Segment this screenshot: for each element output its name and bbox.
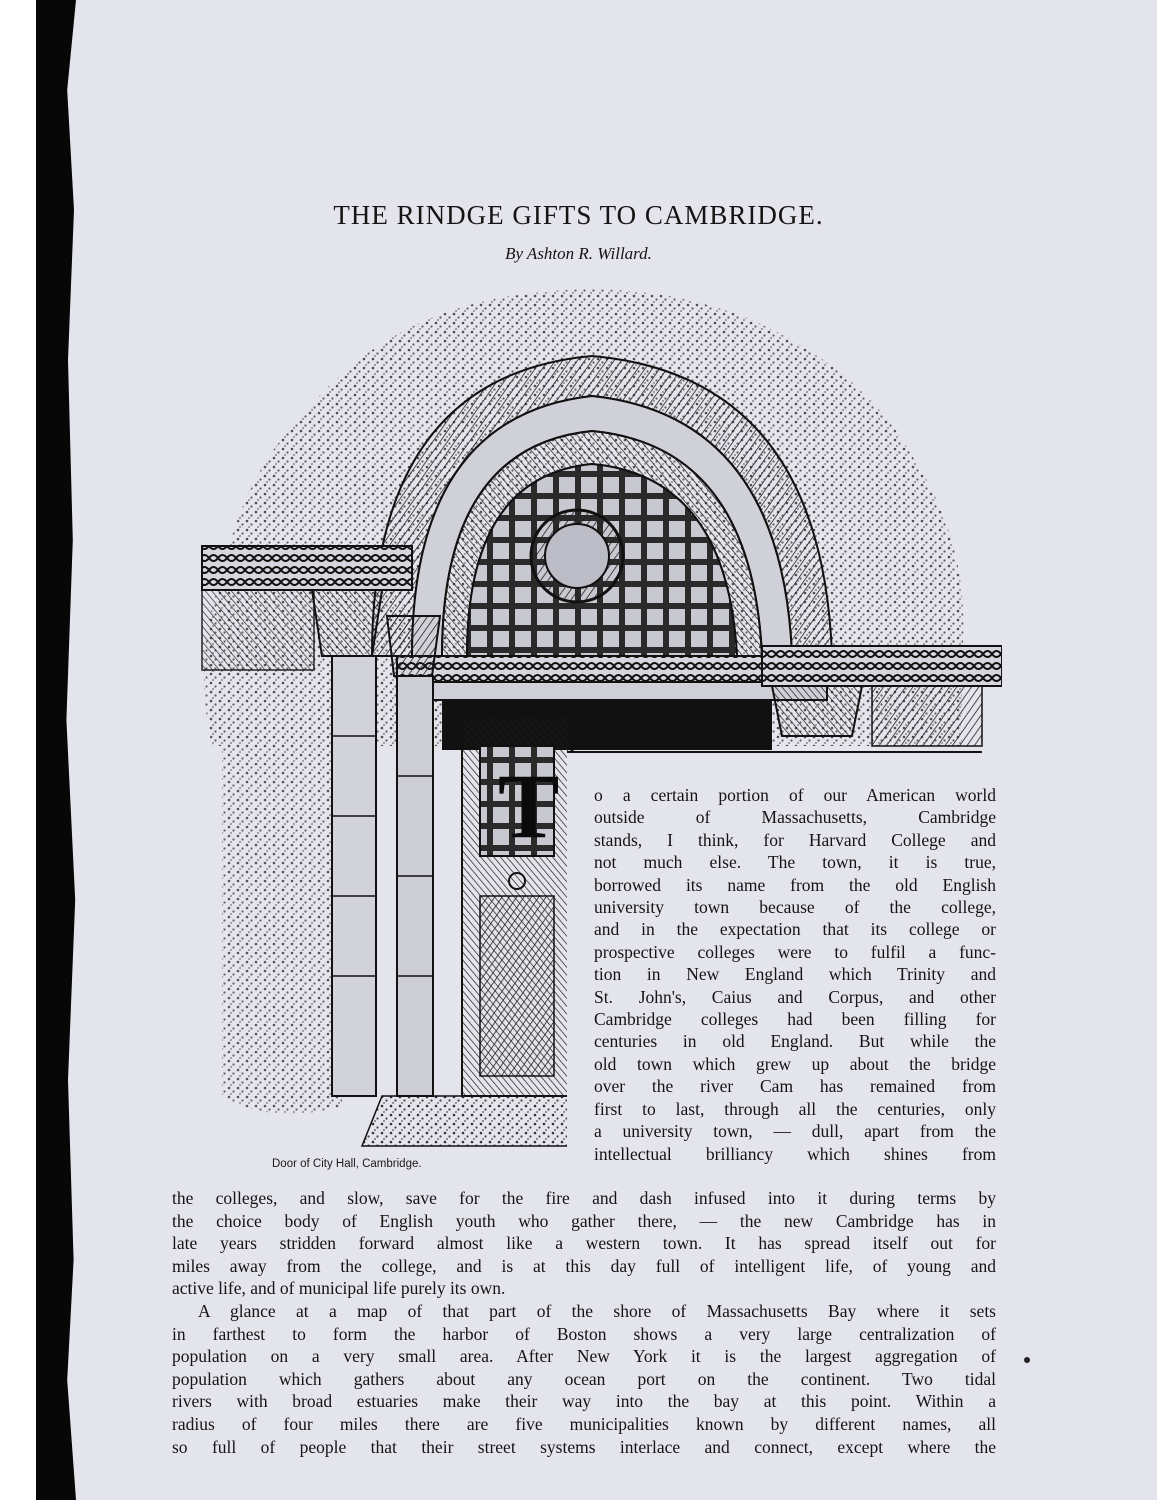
- column-line: outside of Massachusetts, Cambridge: [594, 807, 996, 828]
- column-line: university town because of the college,: [594, 897, 996, 918]
- column-line: over the river Cam has remained from: [594, 1076, 996, 1097]
- body-line: A glance at a map of that part of the shore of Massachusetts Bay where it sets: [198, 1300, 996, 1321]
- article-title: THE RINDGE GIFTS TO CAMBRIDGE.: [333, 200, 824, 230]
- column-line: St. John's, Caius and Corpus, and other: [594, 986, 996, 1007]
- column-line: old town which grew up about the bridge: [594, 1053, 996, 1074]
- column-line: a university town, — dull, apart from the: [594, 1121, 996, 1142]
- body-line: active life, and of municipal life purely its own.: [172, 1278, 506, 1299]
- column-line: centuries in old England. But while the: [594, 1031, 996, 1052]
- body-line: so full of people that their street systems interlace and connect, except where the: [172, 1436, 996, 1457]
- column-line: intellectual brilliancy which shines from: [594, 1143, 996, 1164]
- column-line: Cambridge colleges had been filling for: [594, 1009, 996, 1030]
- body-line: late years stridden forward almost like a western town. It has spread itself out for: [172, 1233, 996, 1254]
- body-line: population on a very small area. After New York it is the largest aggregation of: [172, 1346, 996, 1367]
- article-byline: By Ashton R. Willard.: [505, 244, 652, 263]
- body-paragraphs: [172, 1187, 996, 1458]
- column-line: o a certain portion of our American world: [594, 785, 996, 805]
- body-line: rivers with broad estuaries make their way into the bay at this point. Within a: [172, 1391, 996, 1412]
- body-line: the colleges, and slow, save for the fire and dash infused into it during terms by: [172, 1188, 996, 1208]
- ink-speck: [1024, 1357, 1030, 1363]
- column-line: stands, I think, for Harvard College and: [594, 829, 996, 850]
- column-line: tion in New England which Trinity and: [594, 964, 996, 985]
- column-paragraph: [594, 784, 996, 1165]
- body-line: radius of four miles there are five municipalities known by different names, all: [172, 1413, 996, 1434]
- column-line: not much else. The town, it is true,: [594, 852, 996, 873]
- column-line: first to last, through all the centuries, only: [594, 1098, 996, 1119]
- drop-cap: T: [498, 755, 560, 857]
- body-line: in farthest to form the harbor of Boston shows a very large centralization of: [172, 1323, 996, 1344]
- column-line: prospective colleges were to fulfil a func-: [594, 941, 996, 962]
- column-line: borrowed its name from the old English: [594, 874, 996, 895]
- body-line: the choice body of English youth who gather there, — the new Cambridge has in: [172, 1210, 996, 1231]
- body-line: population which gathers about any ocean port on the continent. Two tidal: [172, 1368, 996, 1389]
- column-line: and in the expectation that its college or: [594, 919, 996, 940]
- illustration-caption: Door of City Hall, Cambridge.: [272, 1158, 422, 1170]
- body-line: miles away from the college, and is at this day full of intelligent life, of young and: [172, 1255, 996, 1276]
